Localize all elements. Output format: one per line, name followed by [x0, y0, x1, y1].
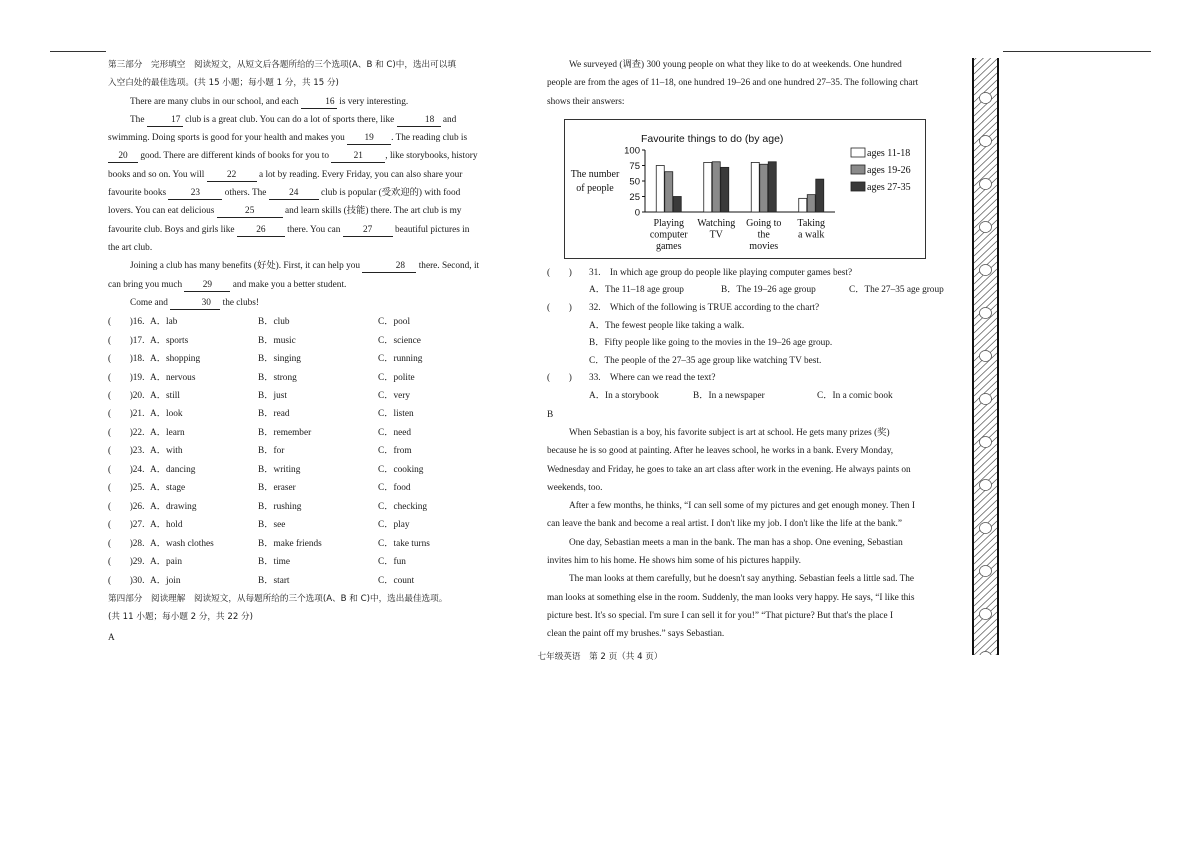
- binding-hatch-line: [974, 150, 997, 172]
- binding-hatch-line: [974, 367, 997, 389]
- binding-hatch-line: [974, 283, 997, 305]
- binding-hole-icon: [980, 222, 992, 233]
- passage-b-line: clean the paint off my brushes.” says Sebastian.: [547, 629, 725, 640]
- x-tick-label: Playing: [653, 217, 685, 229]
- answer-paren[interactable]: ( )30.: [108, 575, 145, 586]
- legend-swatch: [851, 182, 865, 191]
- cloze-line: favourite books 23 others. The 24 club is popular (受欢迎的) with food: [108, 188, 461, 199]
- binding-hatch-line: [974, 542, 997, 564]
- answer-paren[interactable]: ( )23.: [108, 446, 145, 457]
- bar-chart-svg: [565, 120, 927, 260]
- option-row: ( )17. A．sports B．music C．science: [108, 332, 518, 350]
- passage-b-line: picture best. It's so special. I'm sure I can sell it for you!” “That picture? But that's the place I: [547, 610, 894, 621]
- option-row: ( )24. A．dancing B．writing C．cooking: [108, 461, 518, 479]
- top-left-rule: [50, 51, 106, 52]
- option-row: ( )22. A．learn B．remember C．need: [108, 424, 518, 442]
- legend-label: ages 11-18: [867, 147, 911, 159]
- passage-b-line: invites him to his home. He shows him some of his pictures happily.: [547, 556, 802, 567]
- binding-hatch-line: [974, 73, 997, 95]
- cloze-line: Joining a club has many benefits (好处). First, it can help you 28 there. Second, it: [130, 261, 480, 272]
- x-tick-label: computer: [649, 229, 688, 241]
- blank-29[interactable]: 29: [184, 280, 230, 292]
- question-32-choice: B．Fifty people like going to the movies in the 19–26 age group.: [589, 338, 833, 349]
- binding-hatch-line: [974, 58, 997, 60]
- bar-2-1: [665, 172, 673, 212]
- binding-hole-icon: [980, 566, 992, 577]
- cloze-line: There are many clubs in our school, and each 16 is very interesting.: [130, 96, 409, 107]
- binding-hatch-line: [974, 108, 997, 130]
- passage-b-line: weekends, too.: [547, 482, 603, 493]
- y-tick-label: 50: [629, 176, 640, 188]
- binding-hatch-line: [974, 199, 997, 221]
- option-row: ( )28. A．wash clothes B．make friends C．take turns: [108, 535, 518, 553]
- legend-label: ages 27-35: [867, 181, 911, 193]
- binding-hatch-line: [974, 101, 997, 123]
- legend-swatch: [851, 165, 865, 174]
- binding-hole-icon: [980, 265, 992, 276]
- y-axis-label: of people: [576, 182, 614, 194]
- binding-hatch-line: [974, 58, 997, 74]
- blank-19[interactable]: 19: [347, 133, 391, 145]
- part3-heading-line2: 入空白处的最佳选项。(共 15 小题；每小题 1 分，共 15 分): [108, 78, 339, 89]
- question-32-choice: C．The people of the 27–35 age group like watching TV best.: [589, 355, 822, 366]
- option-row: ( )21. A．look B．read C．listen: [108, 405, 518, 423]
- section-a-label: A: [108, 632, 115, 643]
- bar-3-3: [768, 162, 776, 212]
- passage-b-line: After a few months, he thinks, “I can sell some of my pictures and get enough money. Then I: [569, 501, 915, 512]
- option-row: ( )16. A．lab B．club C．pool: [108, 313, 518, 331]
- right-column: [547, 56, 957, 644]
- answer-paren[interactable]: ( )28.: [108, 538, 145, 549]
- binding-hatch-line: [974, 493, 997, 515]
- blank-25[interactable]: 25: [217, 206, 283, 218]
- cloze-line: 20 good. There are different kinds of books for you to 21 , like storybooks, history: [108, 147, 518, 165]
- binding-hatch-line: [974, 402, 997, 424]
- cloze-options: [108, 313, 518, 590]
- binding-hatch-line: [974, 535, 997, 557]
- part3-heading-line1: 第三部分 完形填空 阅读短文，从短文后各题所给的三个选项(A、B 和 C)中，选出可以填: [108, 60, 456, 70]
- passage-b: [547, 424, 957, 644]
- binding-hatch-line: [974, 619, 997, 641]
- bar-1-1: [656, 165, 664, 212]
- bar-3-4: [816, 179, 824, 212]
- answer-paren[interactable]: ( )24.: [108, 464, 145, 475]
- answer-paren[interactable]: ( ): [547, 303, 572, 314]
- binding-hatch-line: [974, 59, 997, 81]
- binding-hatch-line: [974, 360, 997, 382]
- blank-21[interactable]: 21: [331, 151, 385, 163]
- bar-chart: [564, 119, 926, 259]
- binding-hatch-line: [974, 241, 997, 263]
- blank-26[interactable]: 26: [237, 225, 285, 237]
- y-tick-label: 25: [629, 191, 640, 203]
- cloze-passage: [108, 93, 518, 313]
- option-row: ( )19. A．nervous B．strong C．polite: [108, 369, 518, 387]
- binding-hatch-line: [974, 318, 997, 340]
- answer-paren[interactable]: ( )27.: [108, 520, 145, 531]
- answer-paren[interactable]: ( ): [547, 373, 572, 384]
- binding-hatch-line: [974, 416, 997, 438]
- x-tick-label: a walk: [798, 229, 825, 241]
- blank-30[interactable]: 30: [170, 298, 220, 310]
- cloze-line: can bring you much 29 and make you a better student.: [108, 279, 347, 290]
- answer-paren[interactable]: ( )21.: [108, 409, 145, 420]
- passage-b-line: When Sebastian is a boy, his favorite subject is art at school. He gets many prizes (奖): [569, 427, 890, 438]
- bar-3-1: [673, 196, 681, 212]
- cloze-line: the art club.: [108, 242, 153, 253]
- binding-hole-icon: [980, 394, 992, 405]
- bar-2-2: [712, 162, 720, 212]
- cloze-line: The 17 club is a great club. You can do a lot of sports there, like 18 and: [130, 114, 457, 125]
- x-tick-label: Taking: [797, 217, 826, 229]
- answer-paren[interactable]: ( )22.: [108, 427, 145, 438]
- questions-a: [547, 265, 957, 406]
- binding-hatch-line: [974, 374, 997, 396]
- binding-hole-icon: [980, 523, 992, 534]
- bar-1-4: [799, 198, 807, 212]
- bar-1-2: [704, 162, 712, 212]
- answer-paren[interactable]: ( )25.: [108, 483, 145, 494]
- question-32-choice: A．The fewest people like taking a walk.: [589, 320, 745, 331]
- binding-hatch-line: [974, 115, 997, 137]
- binding-hatch-line: [974, 500, 997, 522]
- part4-heading-line1: 第四部分 阅读理解 阅读短文，从每题所给的三个选项(A、B 和 C)中，选出最佳选项。: [108, 593, 448, 604]
- question-33: ( ) 33. Where can we read the text?: [547, 370, 957, 388]
- bar-3-2: [721, 167, 729, 212]
- x-tick-label: the: [757, 229, 770, 241]
- x-tick-label: Watching: [697, 217, 736, 229]
- answer-paren[interactable]: ( )26.: [108, 501, 145, 512]
- passage-b-line: because he is so good at painting. After he leaves school, he works in a bank. Every Monday,: [547, 446, 894, 457]
- option-row: ( )29. A．pain B．time C．fun: [108, 553, 518, 571]
- binding-hole-icon: [980, 437, 992, 448]
- binding-hatch-line: [974, 577, 997, 599]
- option-row: ( )26. A．drawing B．rushing C．checking: [108, 498, 518, 516]
- answer-paren[interactable]: ( )20.: [108, 390, 145, 401]
- blank-20[interactable]: 20: [108, 151, 138, 163]
- bar-2-3: [760, 164, 768, 212]
- binding-hole-icon: [980, 93, 992, 104]
- answer-paren[interactable]: ( )29.: [108, 557, 145, 568]
- cloze-line: books and so on. You will 22 a lot by reading. Every Friday, you can also share your: [108, 169, 463, 180]
- binding-hatch-line: [974, 325, 997, 347]
- passage-b-line: can leave the bank and become a real artist. I don't like my job. I don't like the life at the bank.”: [547, 519, 902, 530]
- option-row: ( )27. A．hold B．see C．play: [108, 516, 518, 534]
- blank-28[interactable]: 28: [362, 261, 416, 273]
- x-tick-label: games: [655, 240, 682, 252]
- passage-b-line: The man looks at them carefully, but he doesn't say anything. Sebastian feels a little sad. The: [569, 574, 915, 585]
- y-tick-label: 75: [629, 160, 640, 172]
- section-b-label: B: [547, 409, 554, 420]
- binding-strip: [972, 58, 999, 655]
- part4-heading-line2: (共 11 小题；每小题 2 分，共 22 分): [108, 612, 253, 623]
- binding-hatch-line: [974, 584, 997, 606]
- cloze-line: Come and 30 the clubs!: [130, 297, 260, 308]
- binding-hatch-line: [974, 626, 997, 648]
- answer-paren[interactable]: ( ): [547, 267, 572, 278]
- page-footer: 七年级英语 第 2 页（共 4 页）: [537, 652, 663, 662]
- x-tick-label: movies: [749, 240, 779, 252]
- binding-hole-icon: [980, 480, 992, 491]
- answer-paren[interactable]: ( )19.: [108, 372, 145, 383]
- passage-b-line: One day, Sebastian meets a man in the bank. The man has a shop. One evening, Sebastian: [569, 537, 903, 548]
- binding-hole-icon: [980, 351, 992, 362]
- blank-16[interactable]: 16: [301, 97, 337, 109]
- passage-a-intro: shows their answers:: [547, 96, 625, 107]
- chart-title: Favourite things to do (by age): [641, 132, 784, 145]
- binding-hatch-line: [974, 409, 997, 431]
- answer-paren[interactable]: ( )17.: [108, 335, 145, 346]
- cloze-line: lovers. You can eat delicious 25 and learn skills (技能) there. The art club is my: [108, 206, 462, 217]
- y-tick-label: 100: [624, 145, 640, 157]
- cloze-line: swimming. Doing sports is good for your health and makes you 19 . The reading club is: [108, 133, 468, 144]
- blank-27[interactable]: 27: [343, 225, 393, 237]
- passage-a-intro: people are from the ages of 11–18, one hundred 19–26 and one hundred 27–35. The following chart: [547, 78, 919, 89]
- binding-hole-icon: [980, 179, 992, 190]
- binding-hole-icon: [980, 609, 992, 620]
- option-row: ( )25. A．stage B．eraser C．food: [108, 479, 518, 497]
- question-31-choices: A．The 11–18 age group B．The 19–26 age group C．The 27–35 age group: [589, 285, 944, 296]
- answer-paren[interactable]: ( )16.: [108, 317, 145, 328]
- bar-1-3: [751, 162, 759, 212]
- cloze-line: favourite club. Boys and girls like 26 there. You can 27 beautiful pictures in: [108, 224, 470, 235]
- x-tick-label: Going to: [746, 217, 782, 229]
- binding-hatch-line: [974, 66, 997, 88]
- question-32: ( ) 32. Which of the following is TRUE according to the chart?: [547, 300, 957, 318]
- binding-hole-icon: [980, 308, 992, 319]
- binding-hatch-line: [974, 276, 997, 298]
- left-column: [108, 56, 518, 647]
- question-31: ( ) 31. In which age group do people like playing computer games best?: [547, 265, 957, 283]
- blank-18[interactable]: 18: [397, 115, 441, 127]
- binding-hatch-line: [974, 234, 997, 256]
- passage-b-line: Wednesday and Friday, he goes to take an art class after work in the evening. He always paints on: [547, 464, 911, 475]
- legend-swatch: [851, 148, 865, 157]
- binding-hatch-line: [974, 157, 997, 179]
- x-tick-label: TV: [709, 229, 723, 241]
- option-row: ( )18. A．shopping B．singing C．running: [108, 350, 518, 368]
- top-right-rule: [1003, 51, 1151, 52]
- option-row: ( )20. A．still B．just C．very: [108, 387, 518, 405]
- blank-24[interactable]: 24: [269, 188, 319, 200]
- y-axis-label: The number: [570, 168, 620, 180]
- blank-17[interactable]: 17: [147, 115, 183, 127]
- passage-a-intro: We surveyed (调查) 300 young people on what they like to do at weekends. One hundred: [569, 60, 902, 70]
- binding-hatch-line: [974, 451, 997, 473]
- bar-2-4: [807, 195, 815, 212]
- blank-23[interactable]: 23: [168, 188, 222, 200]
- binding-hatch-line: [974, 458, 997, 480]
- blank-22[interactable]: 22: [207, 170, 257, 182]
- question-33-choices: A．In a storybook B．In a newspaper C．In a comic book: [589, 391, 893, 402]
- option-row: ( )23. A．with B．for C．from: [108, 442, 518, 460]
- answer-paren[interactable]: ( )18.: [108, 354, 145, 365]
- legend-label: ages 19-26: [867, 164, 911, 176]
- passage-b-line: man looks at something else in the room. Suddenly, the man looks very happy. He says, “I like this: [547, 592, 915, 603]
- binding-hatch: [972, 58, 999, 655]
- y-tick-label: 0: [634, 207, 640, 219]
- binding-hatch-line: [974, 192, 997, 214]
- binding-hole-icon: [980, 136, 992, 147]
- option-row: ( )30. A．join B．start C．count: [108, 572, 518, 590]
